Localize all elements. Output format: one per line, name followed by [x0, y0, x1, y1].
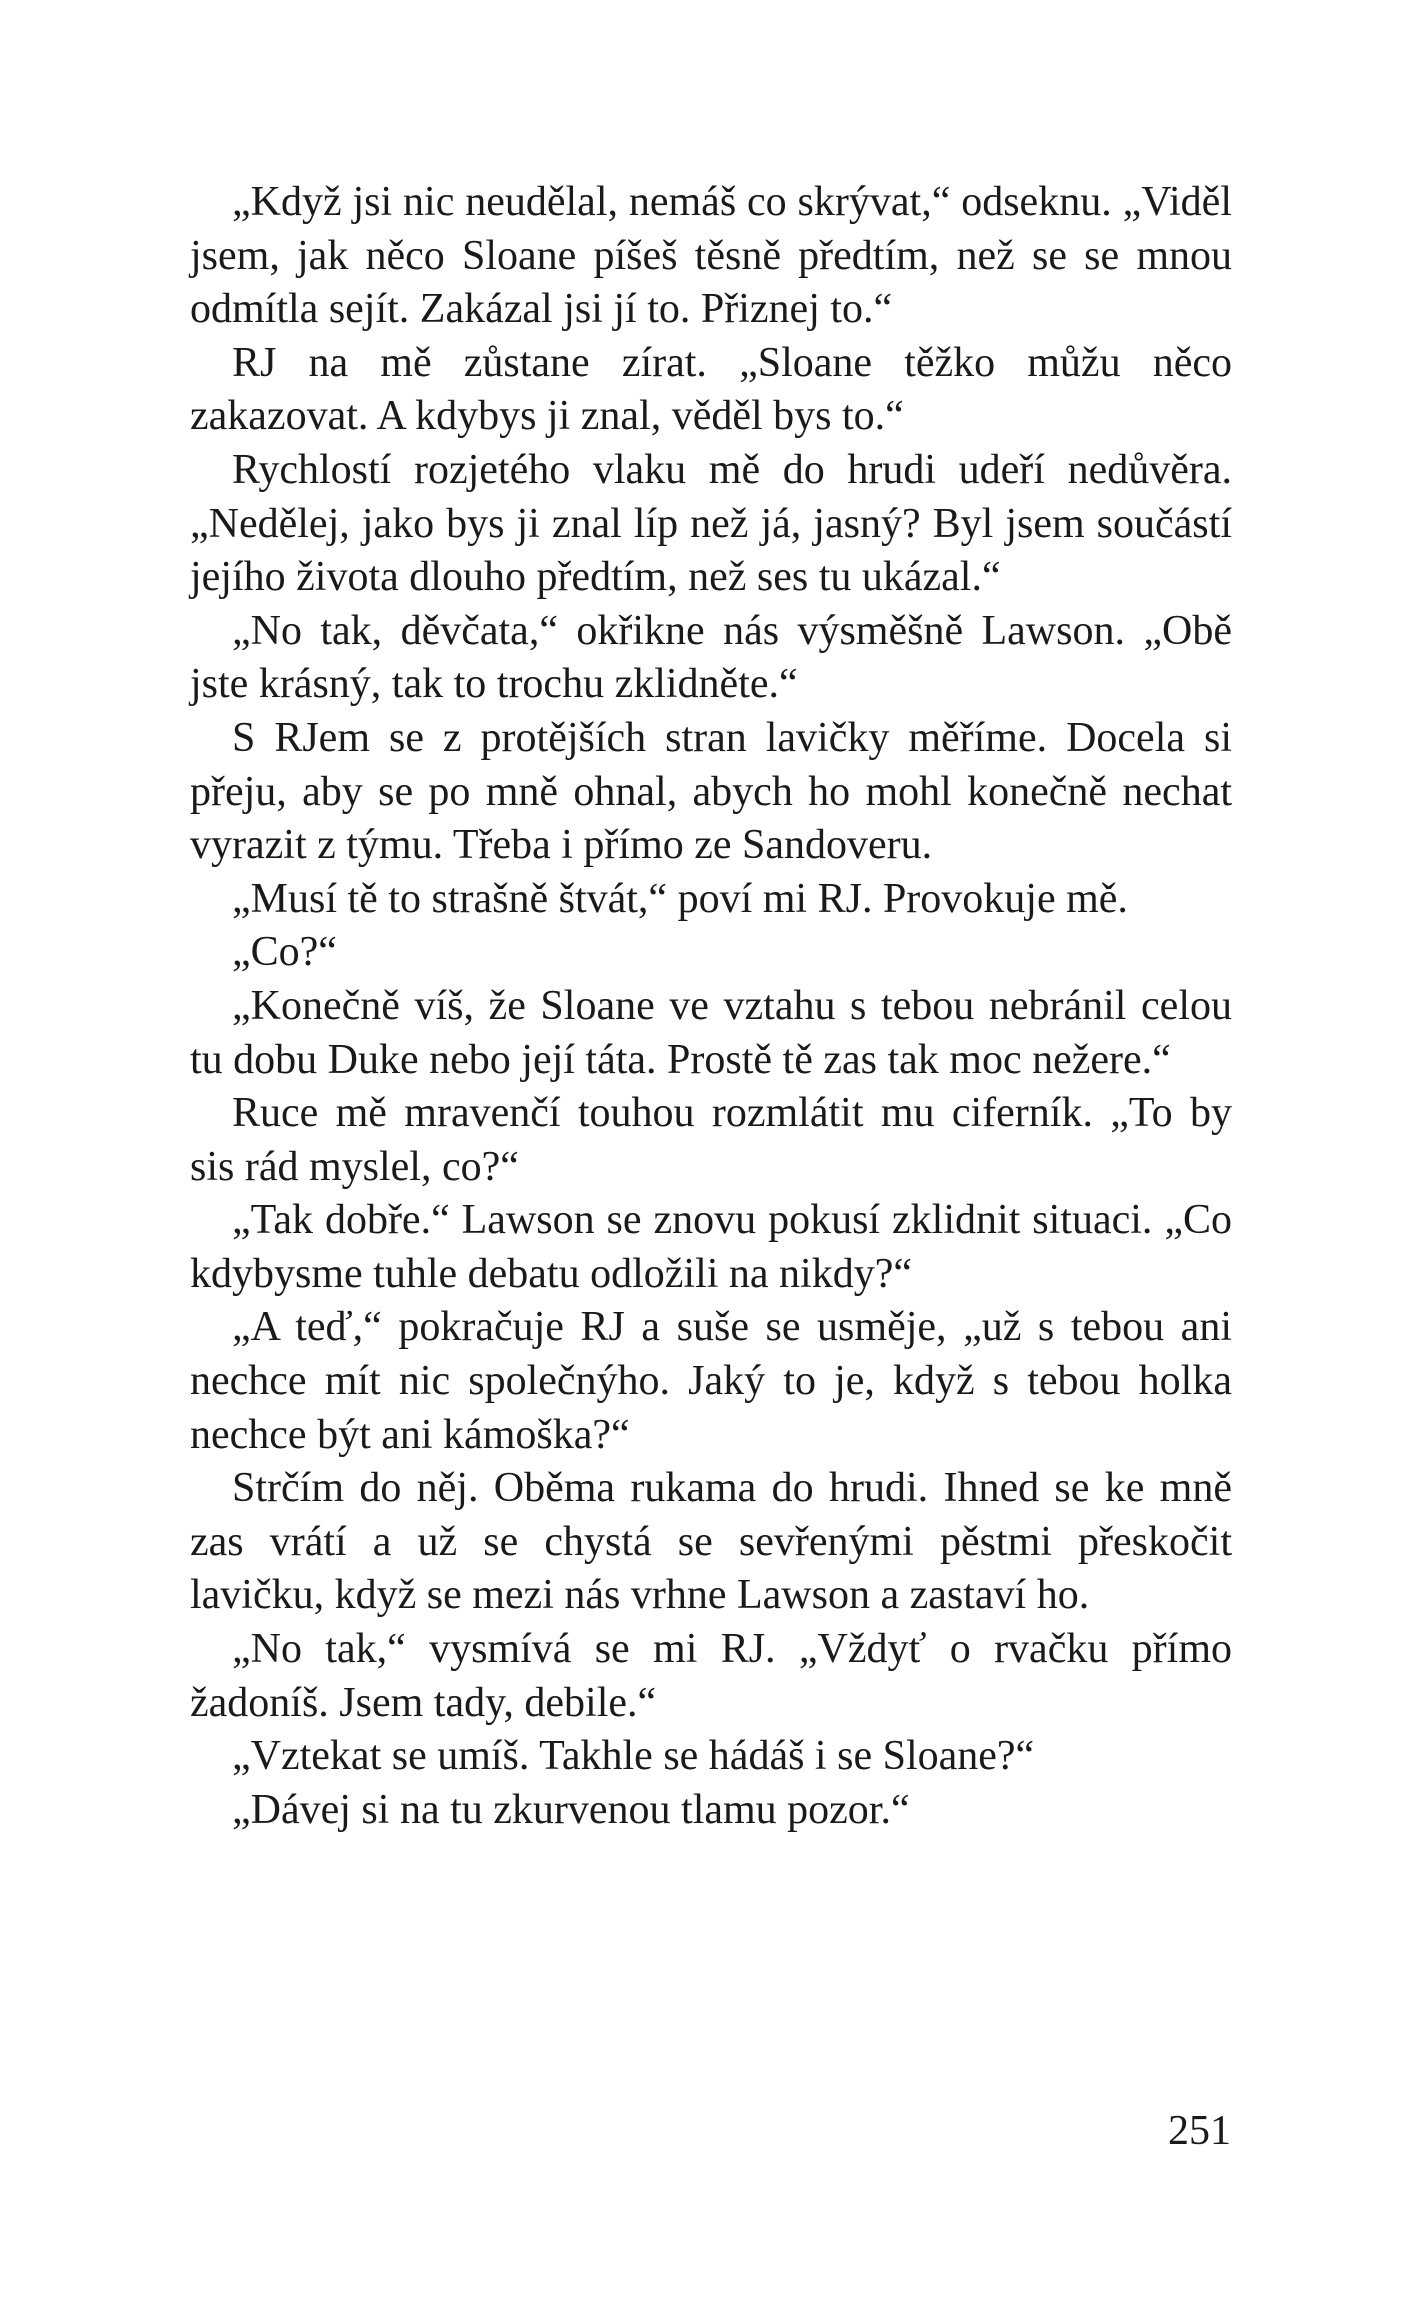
- paragraph-3: Rychlostí rozjetého vlaku mě do hrudi udeří nedůvěra. „Nedělej, jako bys ji znal líp než já, jasný? Byl jsem součástí jejího života dlouho předtím, než ses tu ukázal.“: [190, 446, 1232, 601]
- paragraph-7: „Co?“: [232, 929, 337, 976]
- paragraph-6: „Musí tě to strašně štvát,“ poví mi RJ. Provokuje mě.: [232, 875, 1128, 922]
- paragraph-4: „No tak, děvčata,“ okřikne nás výsměšně Lawson. „Obě jste krásný, tak to trochu zklidněte.“: [190, 607, 1232, 708]
- page-number: 251: [1168, 2108, 1231, 2154]
- paragraph-10: „Tak dobře.“ Lawson se znovu pokusí zklidnit situaci. „Co kdybysme tuhle debatu odložili na nikdy?“: [190, 1197, 1232, 1297]
- paragraph-11: „A teď,“ pokračuje RJ a suše se usměje, „už s tebou ani nechce mít nic společnýho. Jaký to je, když s tebou holka nechce být ani kámoška?“: [190, 1304, 1232, 1458]
- paragraph-5: S RJem se z protějších stran lavičky měříme. Docela si přeju, aby se po mně ohnal, abych ho mohl konečně nechat vyrazit z týmu. Třeba i přímo ze Sandoveru.: [190, 714, 1232, 869]
- paragraph-13: „No tak,“ vysmívá se mi RJ. „Vždyť o rvačku přímo žadoníš. Jsem tady, debile.“: [190, 1626, 1232, 1726]
- paragraph-15: „Dávej si na tu zkurvenou tlamu pozor.“: [232, 1786, 910, 1833]
- paragraph-9: Ruce mě mravenčí touhou rozmlátit mu ciferník. „To by sis rád myslel, co?“: [190, 1090, 1232, 1190]
- paragraph-12: Strčím do něj. Oběma rukama do hrudi. Ihned se ke mně zas vrátí a už se chystá se sevřenými pěstmi přeskočit lavičku, když se mezi nás vrhne Lawson a zastaví ho.: [190, 1465, 1232, 1619]
- paragraph-14: „Vztekat se umíš. Takhle se hádáš i se Sloane?“: [232, 1733, 1035, 1780]
- body-text: [190, 176, 1232, 1837]
- paragraph-1: „Když jsi nic neudělal, nemáš co skrývat,“ odseknu. „Viděl jsem, jak něco Sloane píšeš těsně předtím, než se se mnou odmítla sejít. Zakázal jsi jí to. Přiznej to.“: [190, 179, 1232, 333]
- paragraph-8: „Konečně víš, že Sloane ve vztahu s tebou nebránil celou tu dobu Duke nebo její táta. Prostě tě zas tak moc nežere.“: [190, 982, 1232, 1083]
- paragraph-2: RJ na mě zůstane zírat. „Sloane těžko můžu něco zakazovat. A kdybys ji znal, věděl bys to.“: [190, 339, 1232, 440]
